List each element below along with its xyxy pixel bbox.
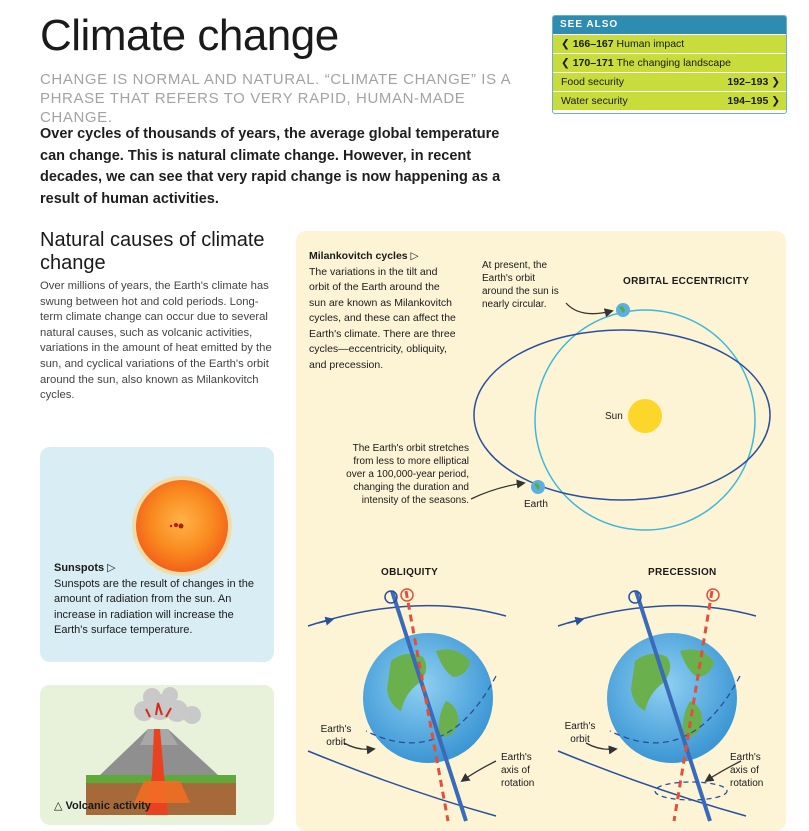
sunspots-title: Sunspots ▷	[54, 562, 116, 574]
milankovitch-card	[296, 231, 786, 831]
sun-label: Sun	[605, 411, 623, 422]
milankovitch-text: The variations in the tilt and orbit of the Earth around the sun are known as Milankovitch cycles, and these can affect the Earth's climate. There are three cycles—eccentricity, obliquity, and precession.	[309, 265, 456, 371]
precession-heading: PRECESSION	[648, 567, 717, 578]
see-also-link-water-security[interactable]	[553, 92, 786, 110]
see-also-box	[552, 15, 787, 114]
see-also-link-changing-landscape[interactable]	[553, 54, 786, 72]
see-also-label: Human impact	[616, 38, 685, 50]
natural-causes-body: Over millions of years, the Earth's climate has swung between hot and cold periods. Long-term climate change can occur due to several natural causes, such as volcanic activities, variations in the amount of heat emitted by the sun, and cyclical variations of the Earth's orbit around the sun, also known as Milankovitch cycles.	[40, 280, 272, 402]
orbit-stretch-note: The Earth's orbit stretches from less to more elliptical over a 100,000-year period, changing the duration and intensity of the seasons.	[346, 443, 469, 506]
see-also-right: 192–193 ❯	[727, 76, 780, 88]
see-also-heading: SEE ALSO	[553, 16, 786, 34]
precession-axis-label: Earth's axis of rotation	[730, 752, 764, 789]
see-also-link-food-security[interactable]	[553, 73, 786, 91]
intro-paragraph: Over cycles of thousands of years, the average global temperature can change. This is natural climate change. However, in recent decades, we can see that very rapid change is now happening as a result of human activities.	[40, 126, 501, 207]
page-title: Climate change	[40, 11, 339, 60]
see-also-link-human-impact[interactable]	[553, 35, 786, 53]
see-also-label: The changing landscape	[616, 57, 731, 69]
precession-diagram	[558, 589, 756, 821]
see-also-pages: ❮ 166–167	[561, 38, 614, 50]
orbital-eccentricity-heading: ORBITAL ECCENTRICITY	[623, 276, 750, 287]
obliquity-heading: OBLIQUITY	[381, 567, 439, 578]
present-orbit-note: At present, the Earth's orbit around the sun is nearly circular.	[482, 260, 559, 310]
see-also-label: Water security	[561, 95, 628, 107]
obliquity-axis-label: Earth's axis of rotation	[501, 752, 535, 789]
volcanic-title: △ Volcanic activity	[54, 800, 151, 812]
see-also-right: 194–195 ❯	[727, 95, 780, 107]
natural-causes-heading: Natural causes of climate change	[40, 229, 265, 274]
sunspots-text: Sunspots are the result of changes in the amount of radiation from the sun. An increase in radiation will increase the Earth's surface temperature.	[54, 577, 254, 636]
volcanic-card	[40, 685, 274, 825]
obliquity-orbit-label: Earth's orbit	[320, 724, 352, 748]
obliquity-diagram	[308, 589, 506, 821]
sunspots-card	[40, 447, 274, 662]
earth-label: Earth	[524, 499, 548, 510]
page-subtitle: CHANGE IS NORMAL AND NATURAL. “CLIMATE CHANGE” IS A PHRASE THAT REFERS TO VERY RAPID, HUMAN-MADE CHANGE.	[40, 71, 511, 126]
milankovitch-title: Milankovitch cycles ▷	[309, 250, 419, 262]
sun-icon	[628, 399, 662, 433]
see-also-label: Food security	[561, 76, 625, 88]
precession-orbit-label: Earth's orbit	[564, 721, 596, 745]
see-also-pages: ❮ 170–171	[561, 57, 614, 69]
